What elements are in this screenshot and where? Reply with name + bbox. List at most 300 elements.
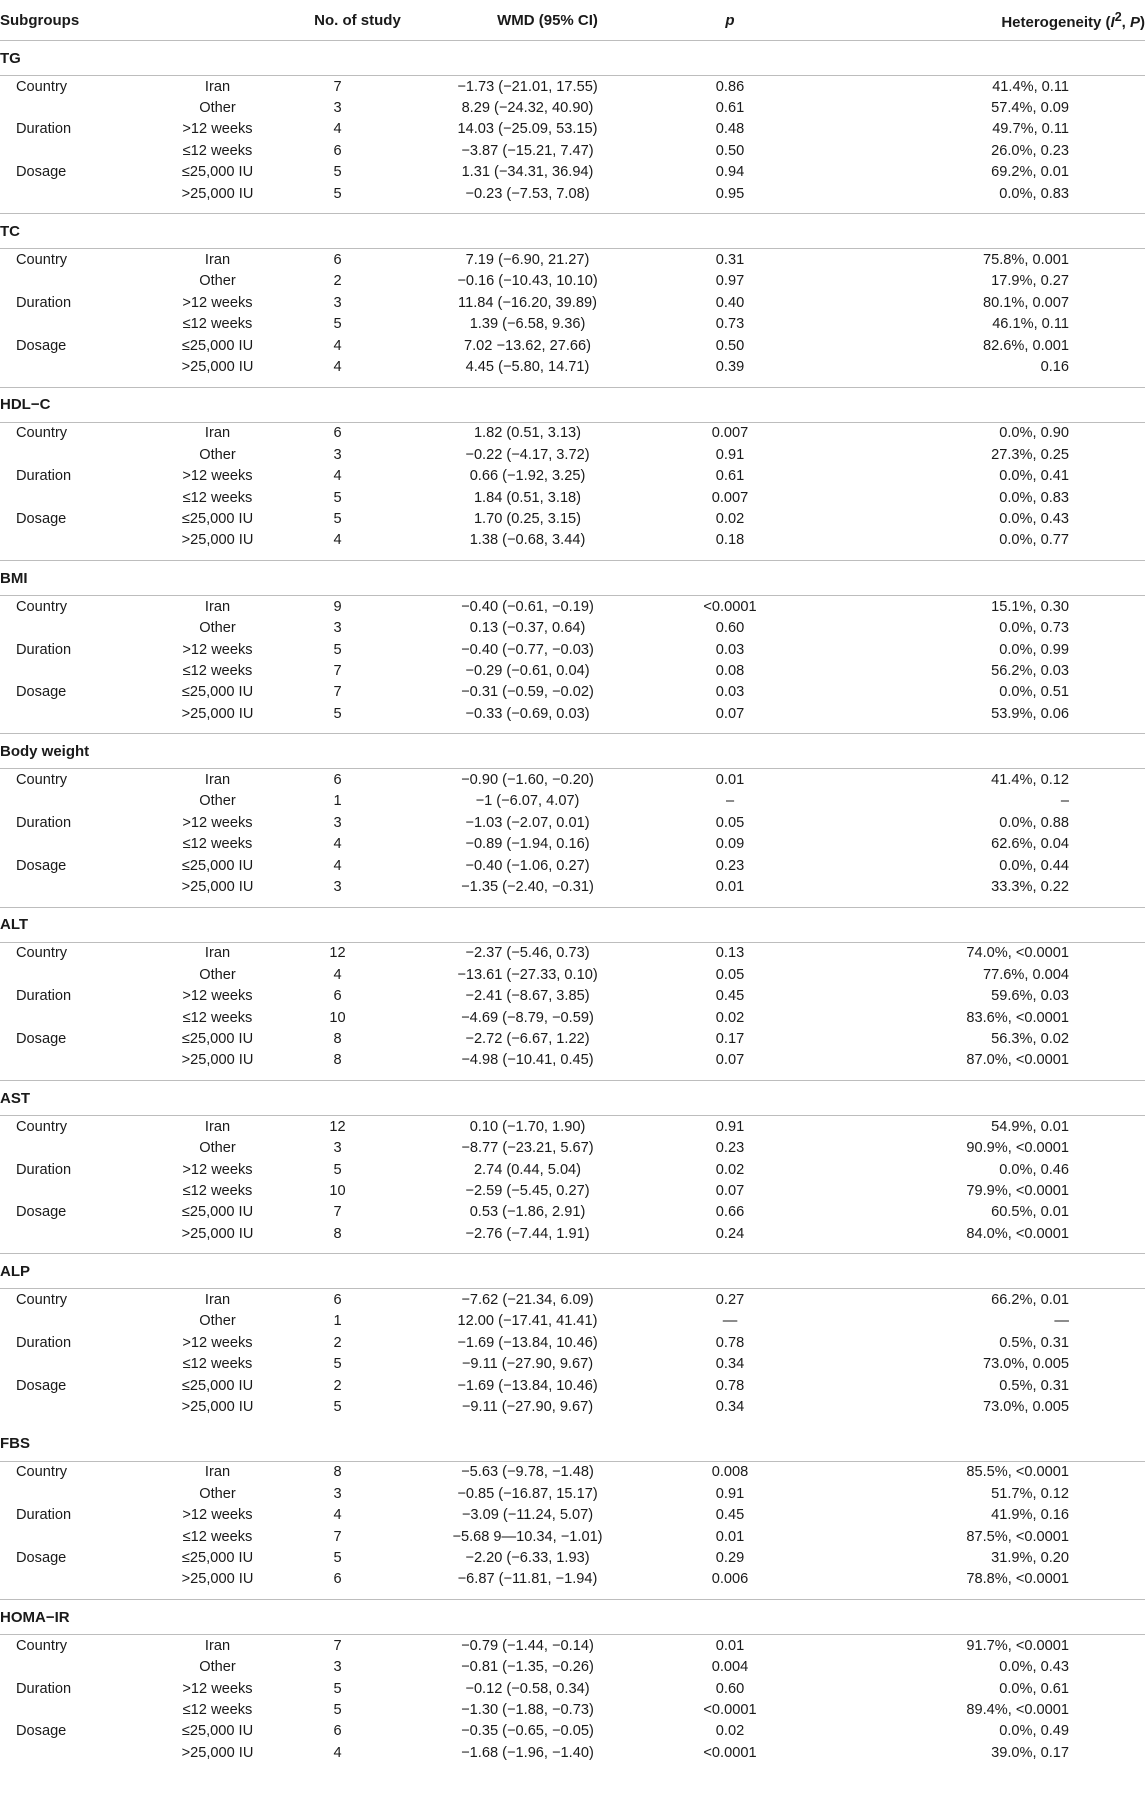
- row-p-value: 0.60: [715, 620, 745, 637]
- row-wmd: −2.76 (−7.44, 1.91): [465, 1225, 590, 1242]
- table-row: [0, 76, 1145, 97]
- table-body: [0, 41, 1145, 1772]
- row-group-label: Duration: [16, 641, 72, 658]
- table-row: [0, 1311, 1145, 1332]
- row-wmd: 8.29 (−24.32, 40.90): [461, 100, 594, 117]
- row-p-value: 0.09: [715, 836, 745, 853]
- row-study-count: 5: [333, 1550, 342, 1566]
- heterogeneity-prefix: Heterogeneity (: [1001, 13, 1111, 31]
- row-study-count: 3: [333, 620, 342, 637]
- row-study-count: 5: [333, 705, 342, 722]
- row-study-count: 12: [329, 945, 346, 962]
- row-p-value: 0.29: [715, 1550, 745, 1566]
- row-heterogeneity: 46.1%, 0.11: [992, 316, 1069, 333]
- table-row: [0, 487, 1145, 508]
- row-subgroup: >25,000 IU: [181, 879, 254, 896]
- row-study-count: 3: [333, 814, 342, 831]
- row-p-value: 0.86: [715, 78, 745, 95]
- row-p-value: 0.31: [715, 252, 745, 269]
- row-subgroup: Iran: [204, 945, 231, 962]
- row-wmd: 11.84 (−16.20, 39.89): [458, 294, 597, 311]
- row-subgroup: ≤25,000 IU: [181, 1723, 254, 1740]
- row-study-count: 2: [333, 1334, 342, 1351]
- row-study-count: 6: [333, 425, 342, 442]
- row-subgroup: Other: [199, 966, 236, 983]
- table-row: [0, 986, 1145, 1007]
- table-row: [0, 812, 1145, 833]
- row-heterogeneity: 0.0%, 0.88: [999, 814, 1069, 831]
- row-group-label: Dosage: [16, 1550, 67, 1566]
- row-subgroup: ≤12 weeks: [182, 489, 253, 506]
- row-heterogeneity: 0.0%, 0.77: [999, 532, 1069, 549]
- row-wmd: −13.61 (−27.33, 0.10): [457, 966, 598, 983]
- row-study-count: 5: [333, 1680, 342, 1697]
- table-row: [0, 1569, 1145, 1590]
- table-row: [0, 119, 1145, 140]
- row-p-value: —: [722, 1313, 738, 1330]
- row-subgroup: Other: [199, 620, 236, 637]
- row-p-value: 0.07: [715, 1182, 745, 1199]
- row-p-value: 0.23: [715, 857, 745, 874]
- table-row: [0, 530, 1145, 551]
- row-subgroup: Other: [199, 446, 236, 463]
- row-group-label: Dosage: [16, 857, 67, 874]
- section-divider: [0, 1763, 1145, 1772]
- section-title: BMI: [0, 569, 28, 587]
- row-wmd: −2.20 (−6.33, 1.93): [465, 1550, 590, 1566]
- row-study-count: 5: [333, 316, 342, 333]
- table-row: [0, 1678, 1145, 1699]
- row-wmd: 0.10 (−1.70, 1.90): [469, 1118, 586, 1135]
- row-subgroup: ≤12 weeks: [182, 662, 253, 679]
- row-study-count: 4: [333, 337, 342, 354]
- row-group-label: Duration: [16, 121, 72, 138]
- row-wmd: −6.87 (−11.81, −1.94): [457, 1571, 598, 1588]
- row-heterogeneity: 60.5%, 0.01: [991, 1204, 1069, 1221]
- table-row: [0, 1050, 1145, 1071]
- row-heterogeneity: 89.4%, <0.0001: [966, 1701, 1069, 1718]
- row-heterogeneity: 56.2%, 0.03: [991, 662, 1069, 679]
- row-p-value: 0.73: [715, 316, 745, 333]
- header-subgroups: Subgroups: [0, 11, 80, 29]
- row-wmd: −0.79 (−1.44, −0.14): [461, 1637, 594, 1654]
- row-heterogeneity: 0.0%, 0.73: [999, 620, 1069, 637]
- row-p-value: 0.02: [715, 1009, 745, 1026]
- table-row: [0, 791, 1145, 812]
- table-row: [0, 834, 1145, 855]
- row-group-label: Dosage: [16, 684, 67, 701]
- table-row: [0, 1180, 1145, 1201]
- row-subgroup: >12 weeks: [182, 468, 253, 485]
- row-p-value: 0.78: [715, 1334, 745, 1351]
- row-subgroup: ≤12 weeks: [182, 316, 253, 333]
- row-subgroup: >12 weeks: [182, 1161, 253, 1178]
- row-wmd: −1.73 (−21.01, 17.55): [457, 78, 598, 95]
- row-p-value: <0.0001: [703, 1701, 757, 1718]
- row-p-value: 0.66: [715, 1204, 745, 1221]
- section-title: AST: [0, 1089, 30, 1107]
- table-row: [0, 1289, 1145, 1310]
- row-p-value: 0.03: [715, 641, 745, 658]
- row-study-count: 7: [333, 1204, 342, 1221]
- row-study-count: 8: [333, 1464, 342, 1481]
- table-row: [0, 1547, 1145, 1568]
- table-row: [0, 1742, 1145, 1763]
- table-row: [0, 1526, 1145, 1547]
- row-p-value: 0.95: [715, 185, 745, 202]
- row-subgroup: >25,000 IU: [181, 1399, 254, 1416]
- row-study-count: 4: [333, 532, 342, 549]
- row-wmd: 1.38 (−0.68, 3.44): [469, 532, 586, 549]
- heterogeneity-suffix: ): [1140, 13, 1145, 31]
- row-group-label: Duration: [16, 988, 72, 1005]
- table-row: [0, 162, 1145, 183]
- row-p-value: 0.23: [715, 1140, 745, 1157]
- row-p-value: 0.61: [715, 100, 745, 117]
- row-study-count: 7: [333, 1637, 342, 1654]
- row-wmd: 1.39 (−6.58, 9.36): [469, 316, 586, 333]
- row-wmd: −0.81 (−1.35, −0.26): [461, 1659, 594, 1676]
- row-subgroup: >25,000 IU: [181, 1744, 254, 1761]
- row-subgroup: ≤25,000 IU: [181, 1550, 254, 1566]
- table-row: [0, 660, 1145, 681]
- row-group-label: Dosage: [16, 337, 67, 354]
- row-subgroup: Iran: [204, 1637, 231, 1654]
- row-group-label: Duration: [16, 1680, 72, 1697]
- row-wmd: −0.85 (−16.87, 15.17): [457, 1485, 598, 1502]
- row-wmd: −0.12 (−0.58, 0.34): [465, 1680, 590, 1697]
- row-p-value: 0.94: [715, 164, 745, 181]
- row-study-count: 5: [333, 164, 342, 181]
- section-header: [0, 561, 1145, 596]
- row-group-label: Dosage: [16, 164, 67, 181]
- row-wmd: −8.77 (−23.21, 5.67): [461, 1140, 594, 1157]
- section-divider: [0, 898, 1145, 908]
- table-row: [0, 356, 1145, 377]
- header-p-label: p: [725, 11, 735, 29]
- row-group-label: Duration: [16, 468, 72, 485]
- row-p-value: 0.34: [715, 1356, 745, 1373]
- row-subgroup: Other: [199, 1659, 236, 1676]
- section-divider: [0, 378, 1145, 388]
- row-group-label: Duration: [16, 1507, 72, 1524]
- section-title: ALT: [0, 916, 29, 934]
- row-heterogeneity: 83.6%, <0.0001: [966, 1009, 1069, 1026]
- row-study-count: 1: [333, 793, 342, 810]
- row-subgroup: ≤12 weeks: [182, 142, 253, 159]
- row-p-value: 0.03: [715, 684, 745, 701]
- table-row: [0, 1505, 1145, 1526]
- row-p-value: 0.17: [715, 1030, 745, 1047]
- section-title: HDL−C: [0, 396, 51, 414]
- row-p-value: 0.34: [715, 1399, 745, 1416]
- row-heterogeneity: 0.0%, 0.44: [999, 857, 1069, 874]
- row-study-count: 6: [333, 988, 342, 1005]
- heterogeneity-sup: 2: [1114, 9, 1122, 24]
- row-heterogeneity: 73.0%, 0.005: [982, 1356, 1069, 1373]
- row-heterogeneity: 0.0%, 0.43: [999, 510, 1069, 527]
- row-p-value: 0.008: [711, 1464, 749, 1481]
- row-heterogeneity: 51.7%, 0.12: [991, 1485, 1069, 1502]
- row-study-count: 2: [333, 273, 342, 290]
- row-p-value: 0.78: [715, 1377, 745, 1394]
- row-heterogeneity: 41.9%, 0.16: [991, 1507, 1069, 1524]
- row-p-value: 0.97: [715, 273, 745, 290]
- row-heterogeneity: 56.3%, 0.02: [991, 1030, 1069, 1047]
- row-heterogeneity: 57.4%, 0.09: [991, 100, 1069, 117]
- row-study-count: 2: [333, 1377, 342, 1394]
- row-group-label: Dosage: [16, 1377, 67, 1394]
- row-p-value: 0.01: [715, 772, 745, 789]
- row-wmd: −0.23 (−7.53, 7.08): [465, 185, 590, 202]
- row-wmd: −1.03 (−2.07, 0.01): [465, 814, 590, 831]
- table-row: [0, 465, 1145, 486]
- table-row: [0, 1332, 1145, 1353]
- table-row: [0, 335, 1145, 356]
- row-study-count: 5: [333, 1161, 342, 1178]
- row-p-value: 0.39: [715, 358, 745, 375]
- row-wmd: −1.68 (−1.96, −1.40): [461, 1744, 594, 1761]
- row-study-count: 7: [333, 662, 342, 679]
- row-wmd: −2.41 (−8.67, 3.85): [465, 988, 590, 1005]
- row-subgroup: >12 weeks: [182, 1680, 253, 1697]
- row-heterogeneity: 0.0%, 0.43: [999, 1659, 1069, 1676]
- row-study-count: 3: [333, 294, 342, 311]
- row-p-value: 0.45: [715, 1507, 745, 1524]
- row-heterogeneity: 0.0%, 0.99: [999, 641, 1069, 658]
- row-group-label: Country: [16, 1292, 68, 1309]
- row-subgroup: >12 weeks: [182, 1334, 253, 1351]
- row-heterogeneity: 54.9%, 0.01: [991, 1118, 1069, 1135]
- row-p-value: 0.05: [715, 814, 745, 831]
- row-heterogeneity: 79.9%, <0.0001: [966, 1182, 1069, 1199]
- row-study-count: 6: [333, 142, 342, 159]
- row-heterogeneity: 82.6%, 0.001: [982, 337, 1069, 354]
- row-subgroup: >25,000 IU: [181, 1571, 254, 1588]
- row-group-label: Dosage: [16, 510, 67, 527]
- row-study-count: 7: [333, 1528, 342, 1545]
- row-wmd: −2.59 (−5.45, 0.27): [465, 1182, 590, 1199]
- table-row: [0, 617, 1145, 638]
- row-group-label: Country: [16, 425, 68, 442]
- table-row: [0, 183, 1145, 204]
- row-wmd: −0.89 (−1.94, 0.16): [465, 836, 590, 853]
- table-row: [0, 1159, 1145, 1180]
- row-subgroup: ≤25,000 IU: [181, 684, 254, 701]
- row-heterogeneity: 78.8%, <0.0001: [966, 1571, 1069, 1588]
- table-row: [0, 964, 1145, 985]
- section-header: [0, 1254, 1145, 1289]
- row-p-value: 0.91: [715, 446, 745, 463]
- row-wmd: −0.22 (−4.17, 3.72): [465, 446, 590, 463]
- section-header: [0, 41, 1145, 76]
- row-study-count: 10: [329, 1182, 346, 1199]
- row-study-count: 4: [333, 1744, 342, 1761]
- row-subgroup: >12 weeks: [182, 988, 253, 1005]
- row-subgroup: >25,000 IU: [181, 1052, 254, 1069]
- row-group-label: Country: [16, 1464, 68, 1481]
- row-subgroup: ≤25,000 IU: [181, 164, 254, 181]
- row-heterogeneity: –: [1060, 793, 1069, 810]
- row-study-count: 3: [333, 100, 342, 117]
- row-heterogeneity: 41.4%, 0.12: [991, 772, 1069, 789]
- row-wmd: 0.66 (−1.92, 3.25): [469, 468, 586, 485]
- row-heterogeneity: 91.7%, <0.0001: [966, 1637, 1069, 1654]
- row-study-count: 5: [333, 641, 342, 658]
- row-heterogeneity: 39.0%, 0.17: [991, 1744, 1069, 1761]
- table-row: [0, 1223, 1145, 1244]
- row-p-value: 0.01: [715, 1528, 745, 1545]
- row-subgroup: Iran: [204, 78, 231, 95]
- row-group-label: Dosage: [16, 1723, 67, 1740]
- row-study-count: 4: [333, 966, 342, 983]
- row-group-label: Duration: [16, 814, 72, 831]
- row-study-count: 4: [333, 1507, 342, 1524]
- row-study-count: 4: [333, 857, 342, 874]
- row-subgroup: >12 weeks: [182, 814, 253, 831]
- row-wmd: −0.40 (−1.06, 0.27): [465, 857, 590, 874]
- row-heterogeneity: 0.0%, 0.90: [999, 425, 1069, 442]
- table-row: [0, 1007, 1145, 1028]
- row-p-value: <0.0001: [703, 1744, 757, 1761]
- row-group-label: Country: [16, 1118, 68, 1135]
- row-study-count: 4: [333, 836, 342, 853]
- row-p-value: 0.007: [711, 489, 749, 506]
- row-study-count: 3: [333, 446, 342, 463]
- row-wmd: 12.00 (−17.41, 41.41): [457, 1313, 598, 1330]
- row-p-value: 0.08: [715, 662, 745, 679]
- section-divider: [0, 1071, 1145, 1081]
- section-title: Body weight: [0, 742, 90, 760]
- row-subgroup: ≤12 weeks: [182, 1182, 253, 1199]
- row-p-value: 0.006: [711, 1571, 749, 1588]
- row-p-value: 0.45: [715, 988, 745, 1005]
- table-row: [0, 1202, 1145, 1223]
- row-heterogeneity: 74.0%, <0.0001: [966, 945, 1069, 962]
- row-heterogeneity: 62.6%, 0.04: [991, 836, 1069, 853]
- row-study-count: 6: [333, 1292, 342, 1309]
- table-row: [0, 423, 1145, 444]
- row-heterogeneity: 0.0%, 0.61: [999, 1680, 1069, 1697]
- row-wmd: 7.19 (−6.90, 21.27): [465, 252, 590, 269]
- section-header: [0, 1600, 1145, 1635]
- row-subgroup: ≤12 weeks: [182, 1356, 253, 1373]
- row-heterogeneity: 66.2%, 0.01: [991, 1292, 1069, 1309]
- row-wmd: 7.02 −13.62, 27.66): [464, 337, 591, 354]
- row-wmd: −5.63 (−9.78, −1.48): [461, 1464, 594, 1481]
- header-p: [655, 12, 805, 29]
- row-study-count: 5: [333, 185, 342, 202]
- table-row: [0, 596, 1145, 617]
- row-p-value: 0.02: [715, 510, 745, 527]
- row-p-value: 0.61: [715, 468, 745, 485]
- row-p-value: 0.004: [711, 1659, 749, 1676]
- table-row: [0, 314, 1145, 335]
- table-row: [0, 943, 1145, 964]
- section-header: [0, 388, 1145, 423]
- row-wmd: −0.16 (−10.43, 10.10): [457, 273, 598, 290]
- row-heterogeneity: 75.8%, 0.001: [982, 252, 1069, 269]
- row-study-count: 9: [333, 598, 342, 615]
- row-wmd: −0.33 (−0.69, 0.03): [465, 705, 590, 722]
- table-row: [0, 140, 1145, 161]
- row-subgroup: ≤25,000 IU: [181, 1204, 254, 1221]
- section-header: [0, 908, 1145, 943]
- row-subgroup: ≤25,000 IU: [181, 337, 254, 354]
- header-no-of-study: No. of study: [314, 11, 401, 29]
- row-study-count: 10: [329, 1009, 346, 1026]
- row-study-count: 6: [333, 252, 342, 269]
- header-heterogeneity: [805, 10, 1145, 31]
- row-wmd: −1.30 (−1.88, −0.73): [461, 1701, 594, 1718]
- row-group-label: Country: [16, 78, 68, 95]
- row-heterogeneity: 0.0%, 0.41: [999, 468, 1069, 485]
- row-heterogeneity: 53.9%, 0.06: [991, 705, 1069, 722]
- table-row: [0, 1137, 1145, 1158]
- row-study-count: 5: [333, 510, 342, 527]
- table-header-row: [0, 0, 1145, 41]
- row-wmd: −3.09 (−11.24, 5.07): [461, 1507, 594, 1524]
- section-divider: [0, 1590, 1145, 1600]
- row-wmd: −4.98 (−10.41, 0.45): [461, 1052, 594, 1069]
- table-row: [0, 769, 1145, 790]
- row-subgroup: >25,000 IU: [181, 532, 254, 549]
- table-row: [0, 1396, 1145, 1417]
- row-subgroup: >25,000 IU: [181, 705, 254, 722]
- row-subgroup: Other: [199, 1140, 236, 1157]
- row-heterogeneity: 41.4%, 0.11: [992, 78, 1069, 95]
- row-study-count: 5: [333, 1399, 342, 1416]
- row-wmd: −2.37 (−5.46, 0.73): [465, 945, 590, 962]
- row-p-value: 0.60: [715, 1680, 745, 1697]
- row-subgroup: Other: [199, 100, 236, 117]
- table-row: [0, 1635, 1145, 1656]
- row-group-label: Duration: [16, 1161, 72, 1178]
- row-wmd: −4.69 (−8.79, −0.59): [461, 1009, 594, 1026]
- table-row: [0, 1028, 1145, 1049]
- row-wmd: 4.45 (−5.80, 14.71): [465, 358, 590, 375]
- table-row: [0, 1354, 1145, 1375]
- row-heterogeneity: 84.0%, <0.0001: [966, 1225, 1069, 1242]
- table-row: [0, 1721, 1145, 1742]
- table-row: [0, 682, 1145, 703]
- row-wmd: 1.70 (0.25, 3.15): [473, 510, 582, 527]
- row-subgroup: >25,000 IU: [181, 1225, 254, 1242]
- row-heterogeneity: 0.0%, 0.51: [999, 684, 1069, 701]
- row-subgroup: >25,000 IU: [181, 358, 254, 375]
- row-wmd: 14.03 (−25.09, 53.15): [457, 121, 598, 138]
- row-subgroup: ≤25,000 IU: [181, 1377, 254, 1394]
- row-heterogeneity: 59.6%, 0.03: [991, 988, 1069, 1005]
- section-header: [0, 1081, 1145, 1116]
- table-row: [0, 1656, 1145, 1677]
- row-wmd: 0.53 (−1.86, 2.91): [469, 1204, 586, 1221]
- row-study-count: 6: [333, 772, 342, 789]
- table-row: [0, 292, 1145, 313]
- row-study-count: 3: [333, 1485, 342, 1502]
- row-wmd: −0.35 (−0.65, −0.05): [461, 1723, 594, 1740]
- row-wmd: −1.69 (−13.84, 10.46): [457, 1334, 598, 1351]
- row-wmd: 1.31 (−34.31, 36.94): [461, 164, 594, 181]
- row-wmd: −9.11 (−27.90, 9.67): [461, 1399, 594, 1416]
- table-row: [0, 1462, 1145, 1483]
- row-wmd: −0.31 (−0.59, −0.02): [461, 684, 594, 701]
- section-title: HOMA−IR: [0, 1608, 70, 1626]
- row-group-label: Country: [16, 598, 68, 615]
- row-group-label: Dosage: [16, 1030, 67, 1047]
- row-heterogeneity: 90.9%, <0.0001: [966, 1140, 1069, 1157]
- table-row: [0, 249, 1145, 270]
